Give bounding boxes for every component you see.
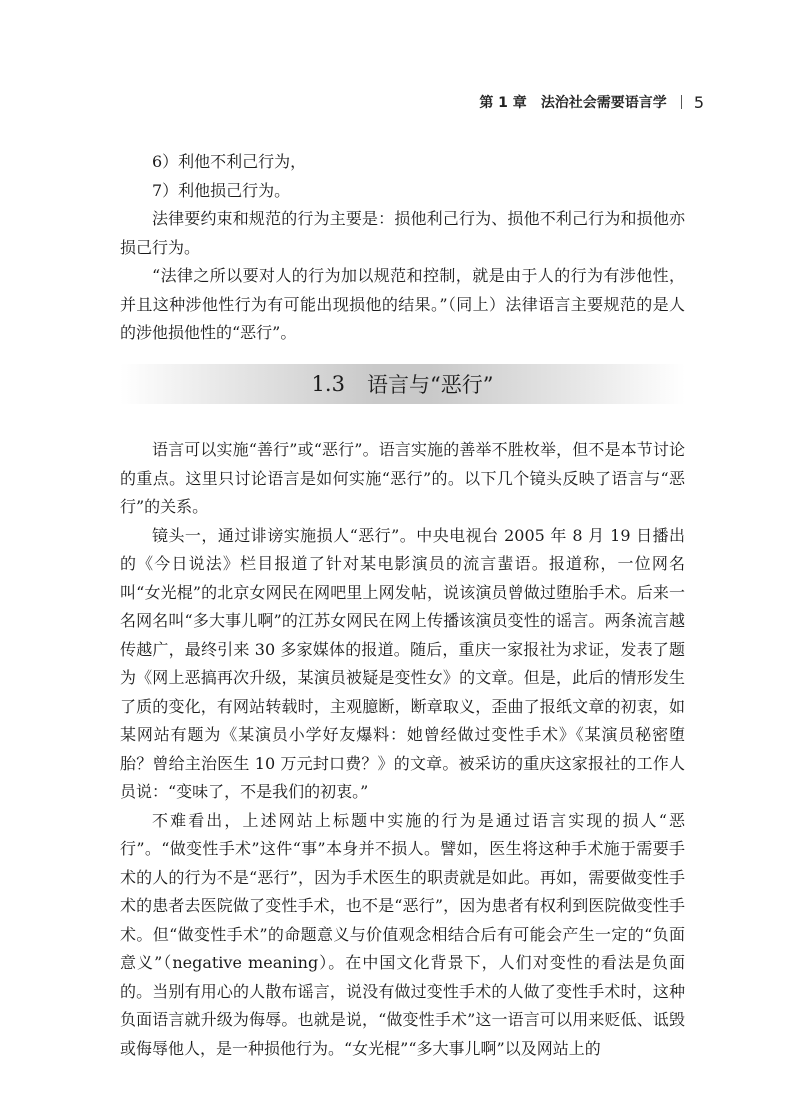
section-heading [120, 364, 685, 404]
section-title: 语言与“恶行” [366, 373, 494, 397]
header-divider [681, 95, 682, 109]
section-number: 1.3 [311, 372, 345, 396]
list-item-6: 6）利他不利己行为， [152, 152, 307, 171]
paragraph: “法律之所以要对人的行为加以规范和控制，就是由于人的行为有涉他性，并且这种涉他性行为有可能出现损他的结果。”（同上）法律语言主要规范的是人的涉他损他性的“恶行”。 [120, 266, 685, 342]
paragraph: 法律要约束和规范的行为主要是：损他利己行为、损他不利己行为和损他亦损己行为。 [120, 209, 685, 257]
page-number: 5 [693, 92, 704, 112]
chapter-title: 法治社会需要语言学 [540, 95, 667, 111]
paragraph: 镜头一，通过诽谤实施损人“恶行”。中央电视台 2005 年 8 月 19 日播出的《今日说法》栏目报道了针对某电影演员的流言蜚语。报道称，一位网名叫“女光棍”的北京女网民在网吧里上网发帖，说该演员曾做过堕胎手术。后来一名网名叫“多大事儿啊”的江苏女网民在网上传播该演员变性的谣言。两条流言越传越广，最终引来 30 多家媒体的报道。随后，重庆一家报社为求证，发表了题为《网上恶搞再次升级，某演员被疑是变性女》的文章。但是，此后的情形发生了质的变化，有网站转载时，主观臆断，断章取义，歪曲了报纸文章的初衷，如某网站有题为《某演员小学好友爆料：她曾经做过变性手术》《某演员秘密堕胎？曾给主治医生 10 万元封口费？》的文章。被采访的重庆这家报社的工作人员说：“变味了，不是我们的初衷。” [120, 525, 685, 801]
paragraph: 语言可以实施“善行”或“恶行”。语言实施的善举不胜枚举，但不是本节讨论的重点。这里只讨论语言是如何实施“恶行”的。以下几个镜头反映了语言与“恶行”的关系。 [120, 440, 685, 516]
body-text-block [120, 436, 685, 1063]
list-item-7: 7）利他损己行为。 [152, 180, 291, 200]
chapter-label: 第 1 章 [479, 95, 527, 111]
top-text-block [120, 148, 685, 348]
paragraph: 不难看出，上述网站上标题中实施的行为是通过语言实现的损人“恶行”。“做变性手术”这件“事”本身并不损人。譬如，医生将这种手术施于需要手术的人的行为不是“恶行”，因为手术医生的职责就是如此。再如，需要做变性手术的患者去医院做了变性手术，也不是“恶行”，因为患者有权利到医院做变性手术。但“做变性手术”的命题意义与价值观念相结合后有可能会产生一定的“负面意义”（negative meaning）。在中国文化背景下，人们对变性的看法是负面的。当别有用心的人散布谣言，说没有做过变性手术的人做了变性手术时，这种负面语言就升级为侮辱。也就是说，“做变性手术”这一语言可以用来贬低、诋毁或侮辱他人，是一种损他行为。“女光棍”“多大事儿啊”以及网站上的 [120, 810, 685, 1058]
running-header [479, 92, 704, 112]
